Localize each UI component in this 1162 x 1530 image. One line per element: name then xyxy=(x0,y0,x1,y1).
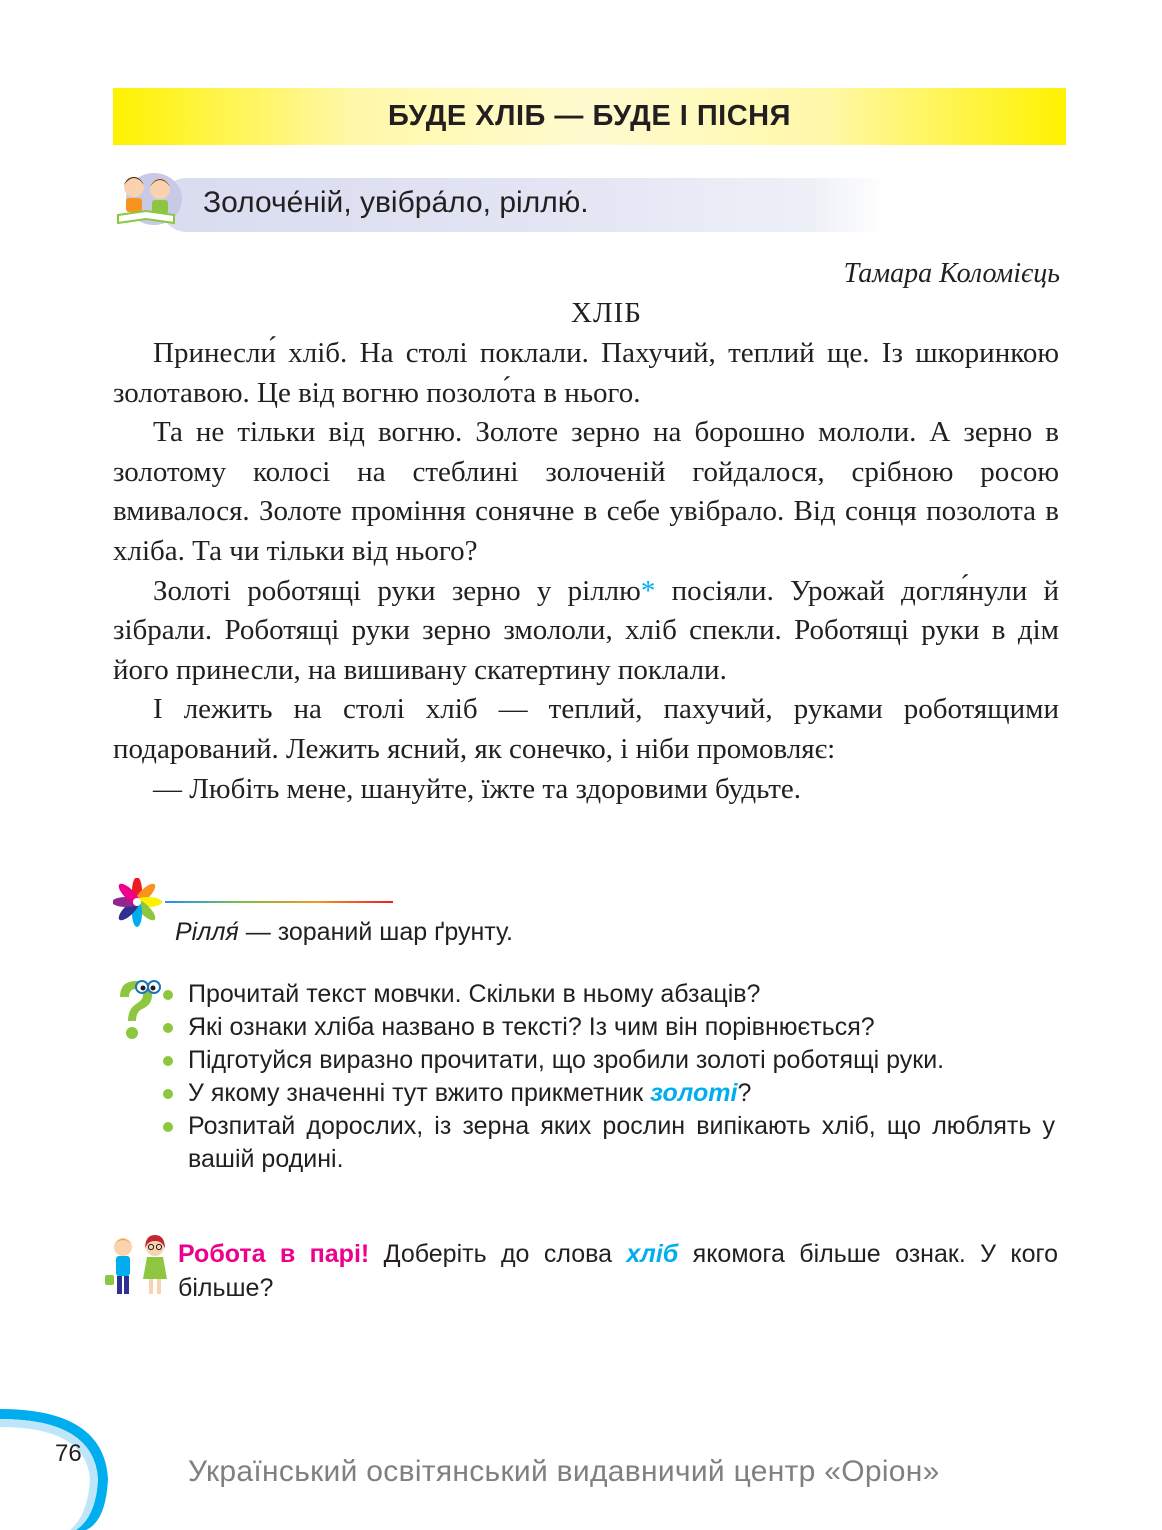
page-number: 76 xyxy=(55,1440,82,1467)
story-paragraph: Принесли́ хліб. На столі поклали. Пахучий, теплий ще. Із шкоринкою золотавою. Це від вогню позоло́та в нього. xyxy=(113,337,1059,409)
story-paragraph: І лежить на столі хліб — теплий, пахучий, руками роботящими подарований. Лежить ясний, як сонечко, і ніби промовляє: xyxy=(113,693,1059,765)
pair-work-label: Робота в парі! xyxy=(178,1240,370,1268)
story-title: ХЛІБ xyxy=(571,297,642,329)
vocabulary-words: Золоче́ній, увібра́ло, ріллю́. xyxy=(203,186,589,219)
emphasized-word: золоті xyxy=(650,1079,738,1107)
publisher-name: Український освітянський видавничий центр «Оріон» xyxy=(188,1455,940,1488)
title-banner xyxy=(113,88,1066,145)
footnote-definition: — зораний шар ґрунту. xyxy=(238,918,513,946)
emphasized-word: хліб xyxy=(626,1240,679,1268)
story-paragraph: — Любіть мене, шануйте, їжте та здоровими будьте. xyxy=(153,772,801,805)
question-item: Які ознаки хліба названо в тексті? Із чим він порівнюється? xyxy=(160,1011,1055,1044)
page-title: БУДЕ ХЛІБ — БУДЕ І ПІСНЯ xyxy=(388,100,791,132)
question-item: Прочитай текст мовчки. Скільки в ньому абзаців? xyxy=(160,978,1055,1011)
footnote-term: Рілля́ xyxy=(175,918,239,946)
footnote-marker: * xyxy=(640,574,656,607)
question-item xyxy=(160,1077,1055,1110)
story-author: Тамара Коломієць xyxy=(843,258,1060,289)
kids-pair-icon xyxy=(103,1235,175,1299)
pair-work-text: Доберіть до слова xyxy=(369,1240,627,1268)
pair-work-text: якомога більше ознак. У кого більше? xyxy=(178,1240,1058,1302)
questions-list xyxy=(160,978,1055,1176)
story-paragraph xyxy=(113,572,1059,691)
question-text: У якому значенні тут вжито прикметник xyxy=(188,1079,651,1107)
kids-reading-icon xyxy=(112,167,182,227)
paragraph-text: Роботящі руки в дім його принесли, на вишивану скатертину поклали. xyxy=(113,614,1059,686)
footnote-rule xyxy=(165,901,393,903)
question-item: Розпитай дорослих, із зерна яких рослин випікають хліб, що люблять у вашій родині. xyxy=(160,1110,1055,1176)
flower-icon xyxy=(113,878,165,928)
question-mark-icon xyxy=(112,977,162,1043)
footnote xyxy=(175,918,513,947)
story-paragraph: Та не тільки від вогню. Золоте зерно на борошно мололи. А зерно в золотому колосі на стеблині золоченій гойдалося, срібною росою вмивалося. Золоте проміння сонячне в себе увібрало. Від сонця позолота в хліба. Та чи тільки від нього? xyxy=(113,416,1059,567)
paragraph-text: Золоті роботящі руки зерно у ріллю xyxy=(153,574,641,607)
pair-work-task xyxy=(178,1237,1058,1305)
story-text xyxy=(113,334,1059,809)
question-item: Підготуйся виразно прочитати, що зробили золоті роботящі руки. xyxy=(160,1044,1055,1077)
question-text: ? xyxy=(737,1079,752,1107)
paragraph-text: посіяли. Урожай догля́нули й зібрали. Роботящі руки зерно змололи, хліб спекли. xyxy=(113,574,1059,647)
